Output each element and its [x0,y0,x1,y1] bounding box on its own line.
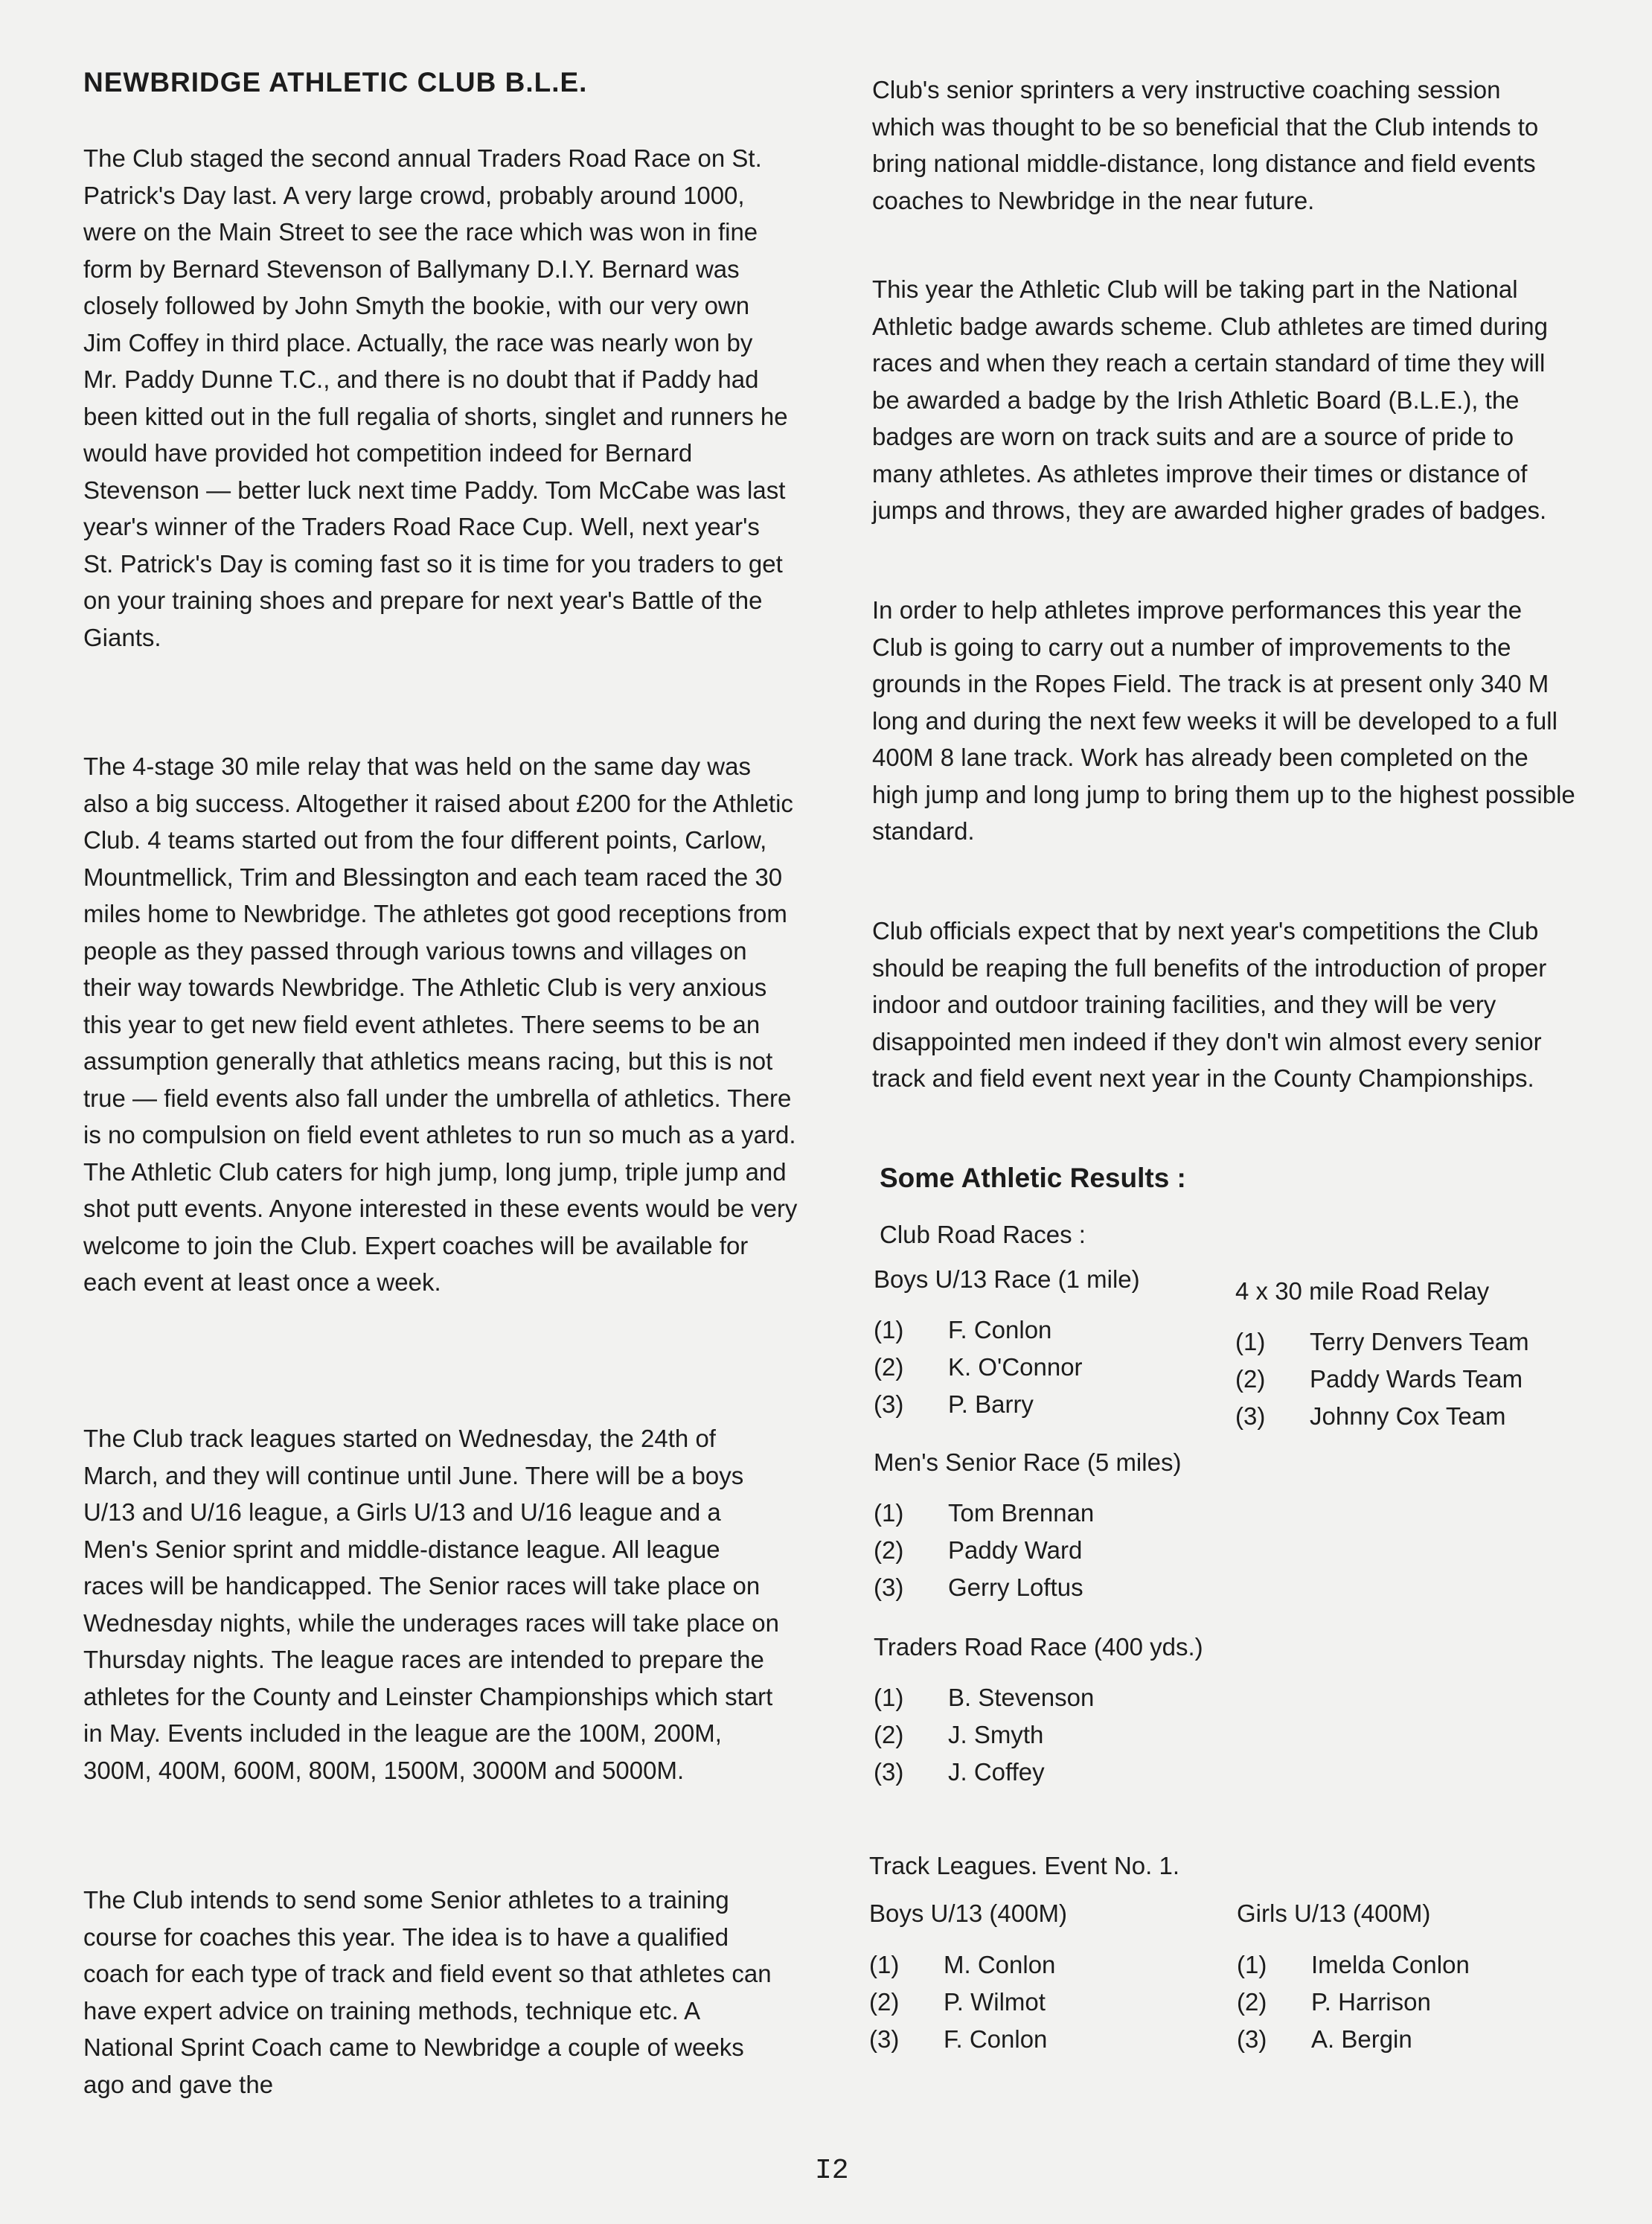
result-row: (3) F. Conlon [869,2025,1048,2053]
result-row: (2) K. O'Connor [874,1353,1083,1381]
page-number: I2 [815,2155,849,2187]
result-row: (3) Johnny Cox Team [1235,1402,1506,1430]
mens-senior-race-results [874,1495,1094,1606]
boys-u13-400m-results [869,1946,1055,2058]
result-row: (1) Imelda Conlon [1237,1951,1470,1978]
boys-u13-race-results [874,1311,1083,1423]
boys-u13-race-title: Boys U/13 Race (1 mile) [874,1265,1140,1293]
club-road-races-label: Club Road Races : [880,1221,1086,1248]
paragraph-badge-scheme: This year the Athletic Club will be taking part in the National Athletic badge awards scheme. Club athletes are timed during races and when they reach a certain standard of time they will be awarded a badge by the Irish Athletic Board (B.L.E.), the badges are worn on track suits and are a source of pride to many athletes. As athletes improve their times or distance of jumps and throws, they are awarded higher grades of badges. [872,275,1548,524]
paragraph-relay: The 4-stage 30 mile relay that was held on the same day was also a big success. Altogether it raised about £200 for the Athletic Club. 4 teams started out from the four different points, Carlow, Mountmellick, Trim and Blessington and each team raced the 30 miles home to Newbridge. The athletes got good receptions from people as they passed through various towns and villages on their way towards Newbridge. The Athletic Club is very anxious this year to get new field event athletes. There seems to be an assumption generally that athletics means racing, but this is not true — field events also fall under the umbrella of athletics. There is no compulsion on field event athletes to run so much as a yard. The Athletic Club caters for high jump, long jump, triple jump and shot putt events. Anyone interested in these events would be very welcome to join the Club. Expert coaches will be available for each event at least once a week. [83,752,798,1296]
page-title: NEWBRIDGE ATHLETIC CLUB B.L.E. [83,67,588,98]
paragraph-coaching-course: The Club intends to send some Senior athletes to a training course for coaches this year. The idea is to have a qualified coach for each type of track and field event so that athletes can have expert advice on training methods, technique etc. A National Sprint Coach came to Newbridge a couple of weeks ago and gave the [83,1886,772,2098]
result-row: (1) B. Stevenson [874,1684,1095,1711]
result-row: (2) P. Wilmot [869,1988,1046,2016]
traders-road-race-title: Traders Road Race (400 yds.) [874,1633,1203,1661]
result-row: (1) F. Conlon [874,1316,1052,1343]
girls-u13-400m-title: Girls U/13 (400M) [1237,1899,1431,1927]
result-row: (2) J. Smyth [874,1721,1044,1748]
girls-u13-400m-results [1237,1946,1470,2058]
result-row: (1) Terry Denvers Team [1235,1328,1529,1355]
result-row: (3) P. Barry [874,1390,1034,1418]
paragraph-track-leagues: The Club track leagues started on Wednesday, the 24th of March, and they will continue until June. There will be a boys U/13 and U/16 league, a Girls U/13 and U/16 league and a Men's Senior sprint and middle-distance league. All league races will be handicapped. The Senior races will take place on Wednesday nights, while the underages races will take place on Thursday nights. The league races are intended to prepare the athletes for the County and Leinster Championships which start in May. Events included in the league are the 100M, 200M, 300M, 400M, 600M, 800M, 1500M, 3000M and 5000M. [83,1425,779,1784]
result-row: (1) Tom Brennan [874,1499,1095,1527]
result-row: (3) A. Bergin [1237,2025,1412,2053]
results-heading: Some Athletic Results : [880,1163,1186,1193]
road-relay-results [1235,1323,1529,1435]
traders-road-race-results [874,1679,1094,1791]
paragraph-traders-road-race: The Club staged the second annual Traders Road Race on St. Patrick's Day last. A very large crowd, probably around 1000, were on the Main Street to see the race which was won in fine form by Bernard Stevenson of Ballymany D.I.Y. Bernard was closely followed by John Smyth the bookie, with our very own Jim Coffey in third place. Actually, the race was nearly won by Mr. Paddy Dunne T.C., and there is no doubt that if Paddy had been kitted out in the full regalia of shorts, singlet and runners he would have provided hot competition indeed for Bernard Stevenson — better luck next time Paddy. Tom McCabe was last year's winner of the Traders Road Race Cup. Well, next year's St. Patrick's Day is coming fast so it is time for you traders to get on your training shoes and prepare for next year's Battle of the Giants. [83,144,788,651]
result-row: (1) M. Conlon [869,1951,1056,1978]
result-row: (3) J. Coffey [874,1758,1045,1786]
road-relay-title: 4 x 30 mile Road Relay [1235,1277,1490,1305]
result-row: (2) P. Harrison [1237,1988,1431,2016]
track-leagues-label: Track Leagues. Event No. 1. [869,1852,1179,1879]
result-row: (2) Paddy Wards Team [1235,1365,1523,1393]
paragraph-coaching-continued: Club's senior sprinters a very instructive coaching session which was thought to be so beneficial that the Club intends to bring national middle-distance, long distance and field events coaches to Newbridge in the near future. [872,76,1539,214]
paragraph-club-officials: Club officials expect that by next year's competitions the Club should be reaping the full benefits of the introduction of proper indoor and outdoor training facilities, and they will be very disappointed men indeed if they don't win almost every senior track and field event next year in the County Championships. [872,917,1547,1092]
mens-senior-race-title: Men's Senior Race (5 miles) [874,1448,1182,1476]
paragraph-ground-improvements: In order to help athletes improve performances this year the Club is going to carry out a number of improvements to the grounds in the Ropes Field. The track is at present only 340 M long and during the next few weeks it will be developed to a full 400M 8 lane track. Work has already been completed on the high jump and long jump to bring them up to the highest possible standard. [872,596,1575,845]
boys-u13-400m-title: Boys U/13 (400M) [869,1899,1067,1927]
result-row: (3) Gerry Loftus [874,1573,1083,1601]
result-row: (2) Paddy Ward [874,1536,1083,1564]
